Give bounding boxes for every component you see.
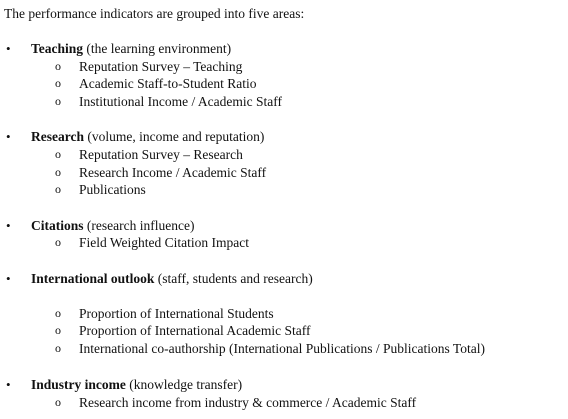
area-title: Research bbox=[31, 129, 84, 144]
bullet-icon: • bbox=[6, 377, 11, 392]
indicator-label: International co-authorship (International Publications / Publications Total) bbox=[79, 341, 485, 356]
indicator-label: Proportion of International Academic Staff bbox=[79, 323, 311, 338]
area-description: (knowledge transfer) bbox=[129, 377, 243, 392]
indicator-label: Proportion of International Students bbox=[79, 306, 274, 321]
area-heading bbox=[31, 217, 194, 234]
circle-bullet-icon: o bbox=[55, 323, 61, 337]
bullet-icon: • bbox=[6, 271, 11, 286]
area-title: Industry income bbox=[31, 377, 126, 392]
area-title: International outlook bbox=[31, 271, 155, 286]
indicator-label: Academic Staff-to-Student Ratio bbox=[79, 76, 257, 91]
indicator-label: Institutional Income / Academic Staff bbox=[79, 94, 282, 109]
bullet-icon: • bbox=[6, 218, 11, 233]
intro-text: The performance indicators are grouped into five areas: bbox=[4, 6, 305, 21]
area-title: Citations bbox=[31, 218, 84, 233]
circle-bullet-icon: o bbox=[55, 395, 61, 409]
indicator-label: Reputation Survey – Research bbox=[79, 147, 243, 162]
circle-bullet-icon: o bbox=[55, 306, 61, 320]
circle-bullet-icon: o bbox=[55, 59, 61, 73]
bullet-icon: • bbox=[6, 129, 11, 144]
circle-bullet-icon: o bbox=[55, 147, 61, 161]
area-description: (staff, students and research) bbox=[157, 271, 313, 286]
area-heading bbox=[31, 40, 231, 57]
circle-bullet-icon: o bbox=[55, 341, 61, 355]
indicator-label: Field Weighted Citation Impact bbox=[79, 235, 250, 250]
area-description: (the learning environment) bbox=[86, 41, 232, 56]
area-description: (research influence) bbox=[86, 218, 195, 233]
circle-bullet-icon: o bbox=[55, 94, 61, 108]
bullet-icon: • bbox=[6, 41, 11, 56]
area-heading bbox=[31, 376, 242, 393]
circle-bullet-icon: o bbox=[55, 235, 61, 249]
circle-bullet-icon: o bbox=[55, 182, 61, 196]
indicator-label: Research income from industry & commerce / Academic Staff bbox=[79, 395, 417, 410]
area-heading bbox=[31, 270, 313, 287]
area-description: (volume, income and reputation) bbox=[87, 129, 265, 144]
indicator-label: Reputation Survey – Teaching bbox=[79, 59, 243, 74]
circle-bullet-icon: o bbox=[55, 76, 61, 90]
area-heading bbox=[31, 128, 264, 145]
indicator-label: Research Income / Academic Staff bbox=[79, 165, 267, 180]
circle-bullet-icon: o bbox=[55, 165, 61, 179]
indicator-label: Publications bbox=[79, 182, 146, 197]
area-title: Teaching bbox=[31, 41, 84, 56]
